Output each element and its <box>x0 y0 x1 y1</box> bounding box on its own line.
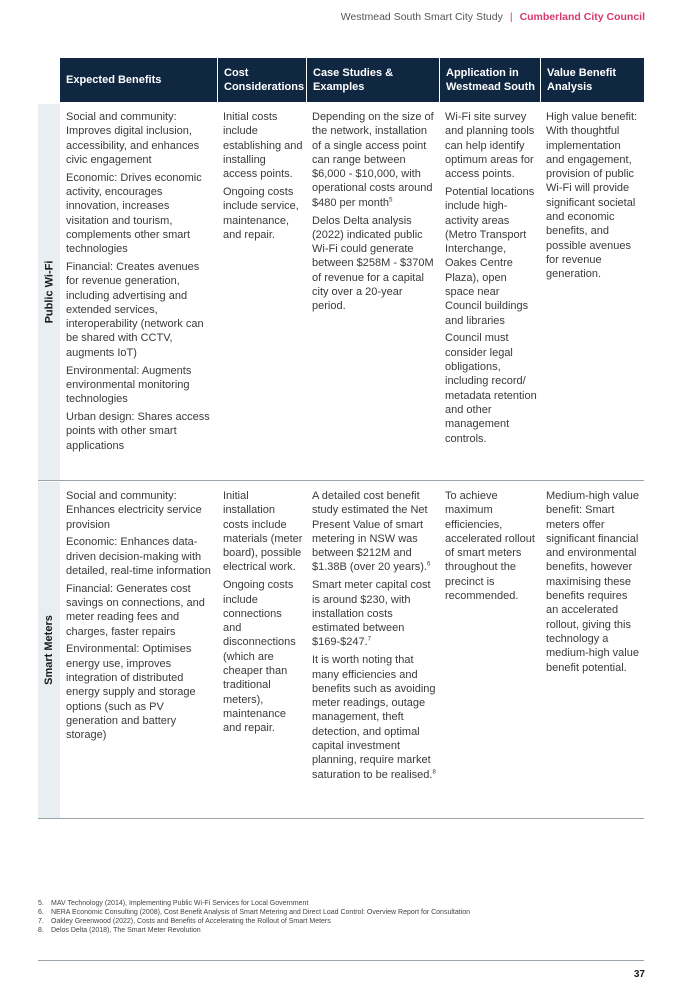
cell-cost-considerations <box>217 110 306 456</box>
case-paragraph <box>312 653 436 782</box>
cell-case-studies <box>306 489 439 785</box>
footnote-text: Oakley Greenwood (2022), Costs and Benefits of Accelerating the Rollout of Smart Meters <box>51 918 331 925</box>
header-cost-considerations: Cost Considerations <box>217 58 306 102</box>
footnote <box>38 908 644 917</box>
case-paragraph <box>312 489 436 575</box>
footnote-ref: 5 <box>389 197 393 204</box>
cell-application <box>439 489 540 785</box>
footnotes <box>38 899 644 935</box>
cell-case-studies <box>306 110 439 456</box>
cell-value-benefit <box>540 489 644 785</box>
benefit-paragraph: Financial: Creates avenues for revenue generation, including advertising and extended services, interoperability (network can be shared with CCTV, augments IoT) <box>66 260 204 359</box>
case-paragraph <box>312 578 436 649</box>
header-value-benefit: Value Benefit Analysis <box>540 58 644 102</box>
footer-rule <box>38 960 644 961</box>
table-bottom-rule <box>38 818 644 819</box>
footnote-text: NERA Economic Consulting (2008), Cost Benefit Analysis of Smart Metering and Direct Load Control: Overview Report for Consultation <box>51 909 471 916</box>
footnote-number: 6. <box>38 909 44 916</box>
table-header-row <box>60 58 644 102</box>
cost-paragraph: Initial installation costs include materials (meter board), possible electrical work. <box>223 490 303 574</box>
footnote-number: 7. <box>38 918 44 925</box>
council-name: Cumberland City Council <box>519 11 645 23</box>
header-case-studies: Case Studies & Examples <box>306 58 439 102</box>
header-expected-benefits: Expected Benefits <box>66 74 162 86</box>
table-row-smart-meters <box>60 489 644 785</box>
running-header <box>341 11 645 23</box>
application-paragraph: Potential locations include high-activity areas (Metro Transport Interchange, Oakes Centre Plaza), open space near Council buildings and libraries <box>445 185 535 327</box>
case-text: A detailed cost benefit study estimated the Net Present Value of smart metering in NSW was between $212M and $1.38B (over 20 years). <box>312 490 428 574</box>
case-paragraph <box>312 214 436 314</box>
footnote-number: 8. <box>38 927 44 934</box>
benefit-paragraph: Economic: Drives economic activity, encourages innovation, increases visitation and tourism, complements other smart technologies <box>66 171 202 256</box>
row-divider <box>38 480 644 481</box>
case-text: It is worth noting that many efficiencies and benefits such as avoiding meter readings, outage management, theft detection, and optimal capital investment planning, require market saturation to be realised. <box>312 654 436 781</box>
footnote-text: MAV Technology (2014), Implementing Public Wi-Fi Services for Local Government <box>51 900 309 907</box>
header-separator: | <box>509 11 513 23</box>
application-paragraph: To achieve maximum efficiencies, accelerated rollout of smart meters throughout the precinct is recommended. <box>445 490 535 603</box>
page-number: 37 <box>633 969 645 980</box>
cell-expected-benefits <box>60 110 217 456</box>
footnote-number: 5. <box>38 900 44 907</box>
benefit-paragraph: Environmental: Augments environmental monitoring technologies <box>66 364 192 406</box>
footnote-text: Delos Delta (2018), The Smart Meter Revolution <box>51 927 201 934</box>
benefit-paragraph: Social and community: Enhances electricity service provision <box>66 490 202 531</box>
cell-expected-benefits <box>60 489 217 785</box>
footnote <box>38 926 644 935</box>
cell-application <box>439 110 540 456</box>
study-title: Westmead South Smart City Study <box>340 11 503 23</box>
row-label-text: Public Wi-Fi <box>43 260 55 324</box>
benefit-paragraph: Economic: Enhances data-driven decision-making with detailed, real-time information <box>66 536 211 577</box>
cell-cost-considerations <box>217 489 306 785</box>
row-label-text: Smart Meters <box>43 615 56 685</box>
header-application: Application in Westmead South <box>439 58 540 102</box>
case-text: Depending on the size of the network, installation of a single access point can range between $6,000 - $10,000, with operational costs around $480 per month <box>312 111 434 209</box>
footnote-ref: 6 <box>426 561 431 568</box>
value-paragraph: Medium-high value benefit: Smart meters offer significant financial and environmental benefits, however maximising these benefits requires an accelerated rollout, giving this technology a medium-high value benefit potential. <box>546 490 639 674</box>
cost-paragraph: Ongoing costs include connections and disconnections (which are cheaper than traditional meters), maintenance and repair. <box>223 579 296 735</box>
case-text: Delos Delta analysis (2022) indicated public Wi-Fi could generate between $258M - $370M of revenue for a capital city over a 20-year period. <box>312 214 434 313</box>
footnote-ref: 8 <box>432 768 436 775</box>
case-text: Smart meter capital cost is around $230, with installation costs estimated between $169-$247. <box>312 579 431 649</box>
table-row-public-wifi <box>60 110 644 456</box>
cost-paragraph: Ongoing costs include service, maintenance, and repair. <box>223 185 299 241</box>
benefit-paragraph: Financial: Generates cost savings on connections, and meter reading fees and charges, faster repairs <box>66 582 205 638</box>
footnote <box>38 899 644 908</box>
application-paragraph: Wi-Fi site survey and planning tools can help identify optimum areas for access points. <box>445 111 535 181</box>
row-label-public-wifi <box>38 104 60 480</box>
row-label-smart-meters <box>38 482 60 818</box>
application-paragraph: Council must consider legal obligations, including record/ metadata retention and other management controls. <box>445 332 537 445</box>
footnote <box>38 917 644 926</box>
cell-value-benefit <box>540 110 644 456</box>
benefit-paragraph: Urban design: Shares access points with other smart applications <box>66 410 210 452</box>
cost-paragraph: Initial costs include establishing and installing access points. <box>223 111 303 181</box>
benefit-paragraph: Environmental: Optimises energy use, improves integration of distributed energy supply and storage options (such as PV generation and battery storage) <box>66 643 196 742</box>
benefit-paragraph: Social and community: Improves digital inclusion, accessibility, and enhances civic engagement <box>66 111 200 166</box>
case-paragraph <box>312 110 436 210</box>
footnote-ref: 7 <box>367 636 372 643</box>
value-paragraph: High value benefit: With thoughtful implementation and engagement, provision of public Wi-Fi will provide significant societal and economic benefits, and possible avenues for revenue generation. <box>546 111 638 281</box>
